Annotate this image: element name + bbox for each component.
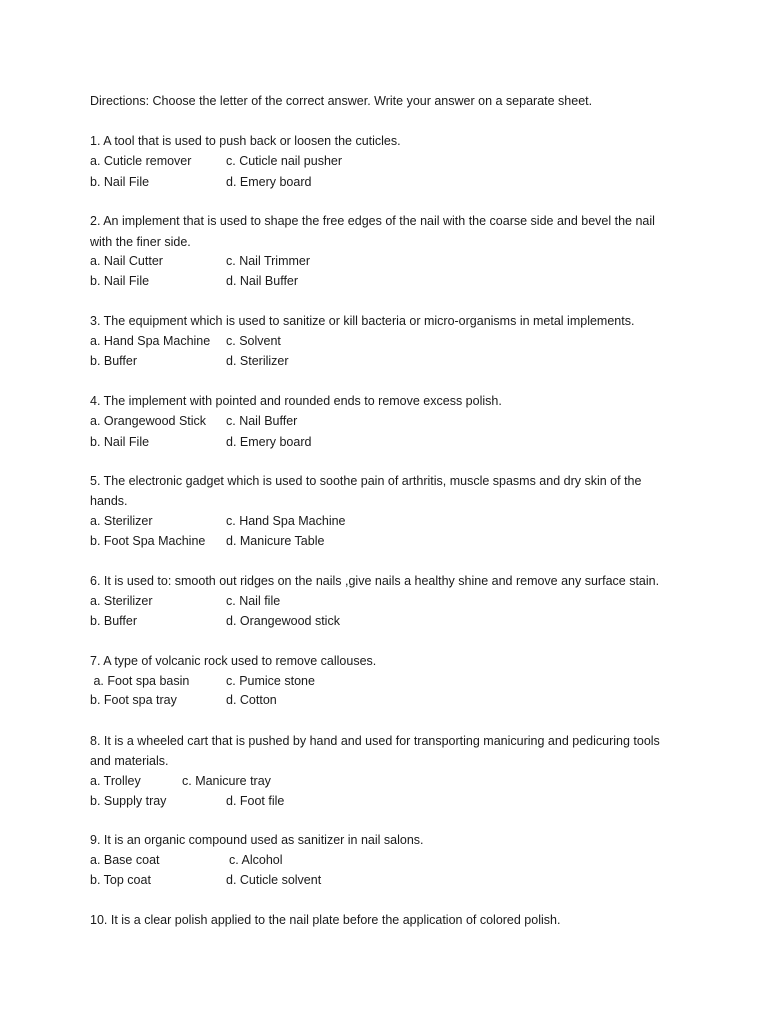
question-5-options-row-2 (90, 533, 690, 549)
question-3-options-row-2 (90, 353, 690, 369)
question-1-option-c: c. Cuticle nail pusher (226, 154, 343, 168)
question-9-option-d: d. Cuticle solvent (226, 873, 322, 887)
question-8-option-c: c. Manicure tray (182, 774, 271, 788)
question-5-stem-line-1: 5. The electronic gadget which is used to soothe pain of arthritis, muscle spasms and dry skin of the (90, 474, 642, 488)
question-6-option-a: a. Sterilizer (90, 594, 153, 608)
question-7-option-d: d. Cotton (226, 693, 277, 707)
question-1-stem: 1. A tool that is used to push back or loosen the cuticles. (90, 134, 401, 148)
question-3-option-a: a. Hand Spa Machine (90, 334, 211, 348)
question-4-options-row-2 (90, 434, 690, 450)
question-2-option-d: d. Nail Buffer (226, 274, 299, 288)
question-8-options-row-2 (90, 793, 690, 809)
question-7-options-row-2 (90, 692, 690, 708)
question-6-options-row-1 (90, 593, 690, 609)
question-9-option-a: a. Base coat (90, 853, 160, 867)
question-8-option-a: a. Trolley (90, 774, 141, 788)
question-1-options-row-1 (90, 153, 690, 169)
question-2-options-row-1 (90, 253, 690, 269)
question-3-stem: 3. The equipment which is used to sanitize or kill bacteria or micro-organisms in metal implements. (90, 314, 635, 328)
question-4-option-a: a. Orangewood Stick (90, 414, 207, 428)
question-8-option-b: b. Supply tray (90, 794, 167, 808)
question-2-options-row-2 (90, 273, 690, 289)
question-4-option-d: d. Emery board (226, 435, 312, 449)
question-8-options-row-1 (90, 773, 690, 789)
question-1-options-row-2 (90, 174, 690, 190)
question-5-option-c: c. Hand Spa Machine (226, 514, 346, 528)
question-9-options-row-1 (90, 852, 690, 868)
question-7-options-row-1 (90, 673, 690, 689)
question-2-stem-line-1: 2. An implement that is used to shape the free edges of the nail with the coarse side and bevel the nail (90, 214, 655, 228)
question-9-stem: 9. It is an organic compound used as sanitizer in nail salons. (90, 833, 424, 847)
question-6-option-b: b. Buffer (90, 614, 138, 628)
question-8-stem-line-1: 8. It is a wheeled cart that is pushed by hand and used for transporting manicuring and pedicuring tools (90, 734, 660, 748)
question-2-option-c: c. Nail Trimmer (226, 254, 311, 268)
question-3-option-b: b. Buffer (90, 354, 138, 368)
question-4-options-row-1 (90, 413, 690, 429)
question-8-option-d: d. Foot file (226, 794, 285, 808)
question-4-option-c: c. Nail Buffer (226, 414, 298, 428)
question-3-option-c: c. Solvent (226, 334, 281, 348)
question-3-option-d: d. Sterilizer (226, 354, 289, 368)
question-2-option-a: a. Nail Cutter (90, 254, 163, 268)
question-7-stem: 7. A type of volcanic rock used to remove callouses. (90, 654, 377, 668)
question-4-stem: 4. The implement with pointed and rounded ends to remove excess polish. (90, 394, 502, 408)
question-9-option-b: b. Top coat (90, 873, 151, 887)
question-9-option-c: c. Alcohol (229, 853, 283, 867)
question-7-option-c: c. Pumice stone (226, 674, 315, 688)
question-6-options-row-2 (90, 613, 690, 629)
question-7-option-b: b. Foot spa tray (90, 693, 177, 707)
question-8-stem-line-2: and materials. (90, 754, 169, 768)
question-5-option-a: a. Sterilizer (90, 514, 153, 528)
question-3-options-row-1 (90, 333, 690, 349)
question-4-option-b: b. Nail File (90, 435, 150, 449)
question-5-options-row-1 (90, 513, 690, 529)
question-1-option-a: a. Cuticle remover (90, 154, 192, 168)
question-9-options-row-2 (90, 872, 690, 888)
question-6-option-c: c. Nail file (226, 594, 281, 608)
question-6-stem: 6. It is used to: smooth out ridges on the nails ,give nails a healthy shine and remove any surface stain. (90, 574, 660, 588)
question-6-option-d: d. Orangewood stick (226, 614, 340, 628)
directions: Directions: Choose the letter of the correct answer. Write your answer on a separate sheet. (90, 94, 593, 108)
question-1-option-d: d. Emery board (226, 175, 312, 189)
question-2-stem-line-2: with the finer side. (90, 235, 191, 249)
question-5-stem-line-2: hands. (90, 494, 128, 508)
question-5-option-d: d. Manicure Table (226, 534, 325, 548)
question-2-option-b: b. Nail File (90, 274, 150, 288)
question-7-option-a: a. Foot spa basin (90, 674, 190, 688)
question-5-option-b: b. Foot Spa Machine (90, 534, 206, 548)
question-1-option-b: b. Nail File (90, 175, 150, 189)
question-10-stem: 10. It is a clear polish applied to the nail plate before the application of colored polish. (90, 913, 561, 927)
